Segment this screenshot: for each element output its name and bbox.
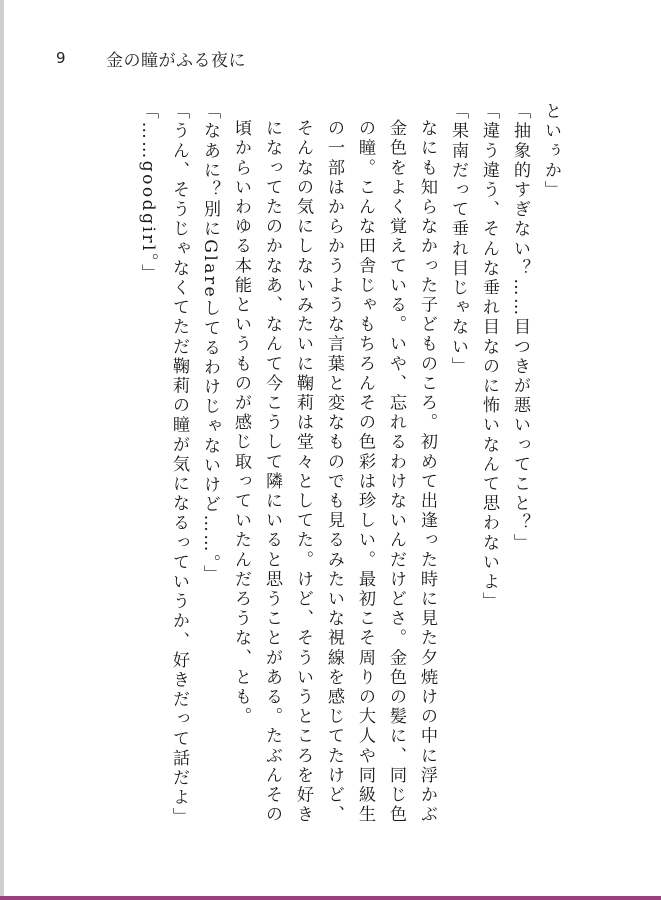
dialogue-line: 「違う違う、そんな垂れ目なのに怖いなんて思わないよ」 bbox=[479, 102, 499, 612]
running-title: 金の瞳がふる夜に bbox=[106, 50, 246, 71]
dialogue-line: 「うん、そうじゃなくてただ鞠莉の瞳が気になるっていうか、好きだって話だよ」 bbox=[169, 102, 189, 828]
dialogue-line: 「抽象的すぎない？……目つきが悪いってこと？」 bbox=[510, 102, 530, 553]
page-number: 9 bbox=[56, 49, 66, 67]
text-line-continuation: といぅか」 bbox=[541, 102, 561, 200]
dialogue-line: 「果南だって垂れ目じゃない」 bbox=[448, 102, 468, 377]
dialogue-line: 「……goodgirl。」 bbox=[138, 102, 158, 284]
page-bottom-edge bbox=[0, 896, 661, 900]
vertical-body-text bbox=[126, 102, 566, 832]
narration-paragraph: なにも知らなかった子どものころ。初めて出逢った時に見た夕焼けの中に浮かぶ金色をよく覚えている。いや、忘れるわけないんだけどさ。金色の髪に、同じ色の瞳。こんな田舎じゃもちろんその色彩は珍しい。最初こそ周りの大人や同級生の一部はからかうような言葉と変なものでも見るみたいな視線を感じてたけど、そんなの気にしないみたいに鞠莉は堂々としてた。けど、そういうところを好きになってたのかなあ、なんて今こうして隣にいると思うことがある。たぶんその頃からいわゆる本能というものが感じ取っていたんだろうな、とも。 bbox=[231, 119, 437, 825]
dialogue-line: 「なあに？別にGlareしてるわけじゃないけど……。」 bbox=[200, 102, 220, 585]
page-left-edge bbox=[0, 0, 4, 900]
page-header bbox=[56, 46, 246, 70]
